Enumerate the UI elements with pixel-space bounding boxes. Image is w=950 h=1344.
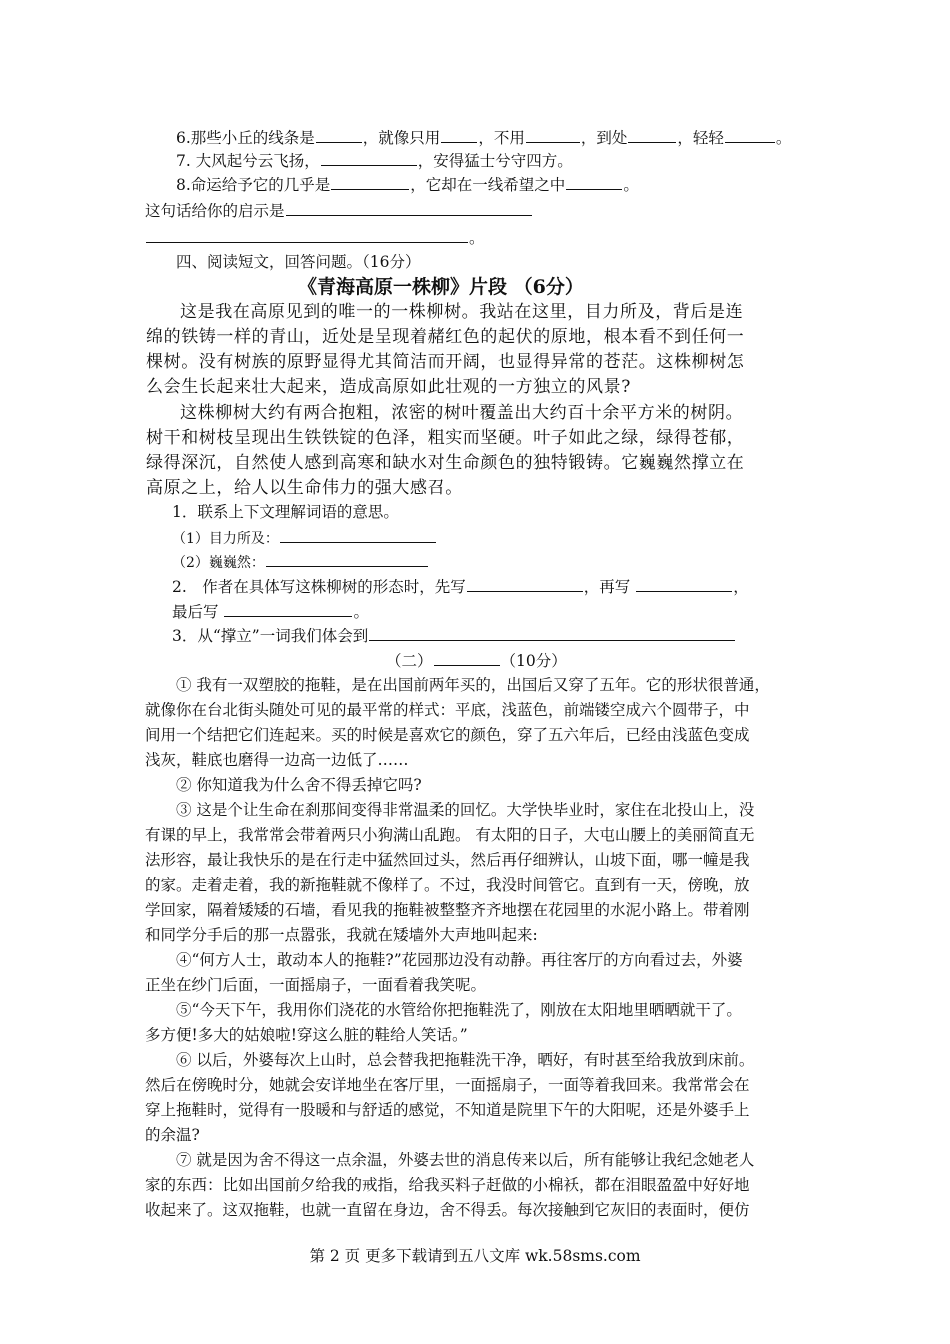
q1b-blank[interactable]	[266, 551, 428, 567]
passage-2-line: ④“何方人士，敢动本人的拖鞋?”花园那边没有动静。再往客厅的方向看过去，外婆	[176, 951, 743, 969]
passage-2-line: 穿上拖鞋时，觉得有一股暖和与舒适的感觉，不知道是院里下午的大阳呢，还是外婆手上	[145, 1101, 750, 1119]
page-footer: 第 2 页 更多下载请到五八文库 wk.58sms.com	[309, 1247, 641, 1265]
question-6	[176, 127, 791, 149]
q7-text-a: 7. 大风起兮云飞扬，	[176, 152, 320, 170]
q6-text-c: ，不用	[478, 129, 525, 147]
q2-blank-2[interactable]	[636, 576, 732, 592]
passage-2-line: 多方便!多大的姑娘啦!穿这么脏的鞋给人笑话。”	[145, 1026, 468, 1044]
q6-blank-5[interactable]	[725, 127, 775, 143]
passage-1-line: 绵的铁铸一样的青山，近处是呈现着赭红色的起伏的原地，根本看不到任何一	[146, 327, 745, 347]
passage-2-line: 然后在傍晚时分，她就会安详地坐在客厅里，一面摇扇子，一面等着我回来。我常常会在	[145, 1076, 750, 1094]
passage-2-title-blank[interactable]	[434, 650, 500, 666]
q2d-text: 最后写	[172, 603, 219, 621]
q6-text-d: ，到处	[580, 129, 628, 147]
insight-question	[145, 200, 533, 222]
q8-blank-2[interactable]	[566, 174, 622, 190]
passage-2-number: （二）	[386, 652, 433, 670]
passage-2-line: ⑦ 就是因为舍不得这一点余温，外婆去世的消息传来以后，所有能够让我纪念她老人	[176, 1151, 755, 1169]
q2-end: 。	[353, 603, 369, 621]
q2c-text: ，	[733, 578, 749, 596]
passage-1-line: 么会生长起来壮大起来，造成高原如此壮观的一方独立的风景?	[146, 377, 631, 397]
q6-text-b: ，就像只用	[362, 129, 441, 147]
q1b-text: （2）巍巍然：	[172, 555, 265, 571]
passage-2-line: ① 我有一双塑胶的拖鞋，是在出国前两年买的，出国后又穿了五年。它的形状很普通，	[176, 676, 770, 694]
q2b-text: ，再写	[583, 578, 631, 596]
passage-1-line: 这是我在高原见到的唯一的一株柳树。我站在这里，目力所及，背后是连	[180, 302, 744, 322]
q2-blank-1[interactable]	[467, 576, 583, 592]
q3-blank[interactable]	[369, 625, 735, 641]
passage-2-line: 的余温?	[145, 1126, 200, 1144]
passage-2-line: 的家。走着走着，我的新拖鞋就不像样了。不过，我没时间管它。直到有一天，傍晚，放	[145, 876, 750, 894]
q2a-text: 2. 作者在具体写这株柳树的形态时，先写	[172, 578, 466, 596]
q6-blank-3[interactable]	[526, 127, 580, 143]
q1a-blank[interactable]	[280, 527, 436, 543]
q8-text-b: ，它却在一线希望之中	[410, 176, 566, 194]
p1-question-2-cont	[172, 601, 369, 623]
p1-question-1a	[172, 527, 437, 550]
q6-blank-1[interactable]	[316, 127, 362, 143]
p1-question-1: 1．联系上下文理解词语的意思。	[172, 503, 399, 521]
insight-line-2	[145, 227, 485, 249]
passage-2-line: 有课的早上，我常常会带着两只小狗满山乱跑。 有太阳的日子，大屯山腰上的美丽简直无	[145, 826, 755, 844]
q2-blank-3[interactable]	[224, 601, 352, 617]
passage-2-heading	[386, 650, 567, 672]
question-8	[176, 174, 639, 196]
passage-2-line: 家的东西：比如出国前夕给我的戒指，给我买料子赶做的小棉袄，都在泪眼盈盈中好好地	[145, 1176, 750, 1194]
passage-2-line: 和同学分手后的那一点嚣张，我就在矮墙外大声地叫起来:	[145, 926, 538, 944]
passage-2-line: ⑤“今天下午，我用你们浇花的水管给你把拖鞋洗了，刚放在太阳地里晒晒就干了。	[176, 1001, 742, 1019]
q1a-text: （1）目力所及：	[172, 531, 279, 547]
insight-text: 这句话给你的启示是	[145, 202, 285, 220]
question-7	[176, 150, 573, 172]
insight-blank-1[interactable]	[286, 200, 532, 216]
q6-blank-2[interactable]	[441, 127, 477, 143]
q8-text-a: 8.命运给予它的几乎是	[176, 176, 331, 194]
passage-2-line: 浅灰，鞋底也磨得一边高一边低了……	[145, 751, 409, 769]
passage-2-line: 间用一个结把它们连起来。买的时候是喜欢它的颜色，穿了五六年后，已经由浅蓝色变成	[145, 726, 750, 744]
passage-2-line: 法形容，最让我快乐的是在行走中猛然回过头，然后再仔细辨认，山坡下面，哪一幢是我	[145, 851, 750, 869]
passage-1-line: 绿得深沉，自然使人感到高寒和缺水对生命颜色的独特锻铸。它巍巍然撑立在	[146, 453, 745, 473]
p1-question-1b	[172, 551, 429, 574]
q6-end: 。	[775, 129, 792, 147]
insight-end: 。	[469, 229, 485, 247]
q7-blank-1[interactable]	[321, 150, 417, 166]
passage-2-line: ⑥ 以后，外婆每次上山时，总会替我把拖鞋洗干净，晒好，有时甚至给我放到床前。	[176, 1051, 755, 1069]
passage-2-line: ② 你知道我为什么舍不得丢掉它吗?	[176, 776, 422, 794]
p1-question-3	[172, 625, 736, 647]
passage-1-line: 这株柳树大约有两合抱粗，浓密的树叶覆盖出大约百十余平方米的树阴。	[180, 403, 744, 423]
passage-2-line: ③ 这是个让生命在刹那间变得非常温柔的回忆。大学快毕业时，家住在北投山上，没	[176, 801, 755, 819]
q6-text-a: 6.那些小丘的线条是	[176, 129, 315, 147]
passage-2-line: 收起来了。这双拖鞋，也就一直留在身边，舍不得丢。每次接触到它灰旧的表面时，便仿	[145, 1201, 750, 1219]
passage-1-line: 棵树。没有树族的原野显得尤其简洁而开阔，也显得异常的苍茫。这株柳树怎	[146, 352, 745, 372]
q7-text-b: ，安得猛士兮守四方。	[417, 152, 573, 170]
q3-text: 3．从“撑立”一词我们体会到	[172, 627, 369, 645]
passage-2-line: 正坐在纱门后面，一面摇扇子，一面看着我笑呢。	[145, 976, 487, 994]
q6-text-e: ，轻轻	[677, 129, 724, 147]
insight-blank-2[interactable]	[146, 227, 468, 243]
passage-1-line: 高原之上，给人以生命伟力的强大感召。	[146, 478, 463, 498]
passage-1-title: 《青海高原一株柳》片段 （6分）	[298, 276, 584, 298]
p1-question-2	[172, 576, 749, 598]
section-4-heading: 四、阅读短文，回答问题。（16分）	[176, 253, 421, 271]
q8-blank-1[interactable]	[331, 174, 409, 190]
q6-blank-4[interactable]	[628, 127, 676, 143]
q8-end: 。	[623, 176, 639, 194]
passage-2-score: （10分）	[500, 652, 567, 670]
passage-2-line: 学回家，隔着矮矮的石墙，看见我的拖鞋被整整齐齐地摆在花园里的水泥小路上。带着刚	[145, 901, 750, 919]
passage-1-line: 树干和树枝呈现出生铁铁锭的色泽，粗实而坚硬。叶子如此之绿，绿得苍郁，	[146, 428, 745, 448]
passage-2-line: 就像你在台北街头随处可见的最平常的样式：平底，浅蓝色，前端镂空成六个圆带子，中	[145, 701, 750, 719]
